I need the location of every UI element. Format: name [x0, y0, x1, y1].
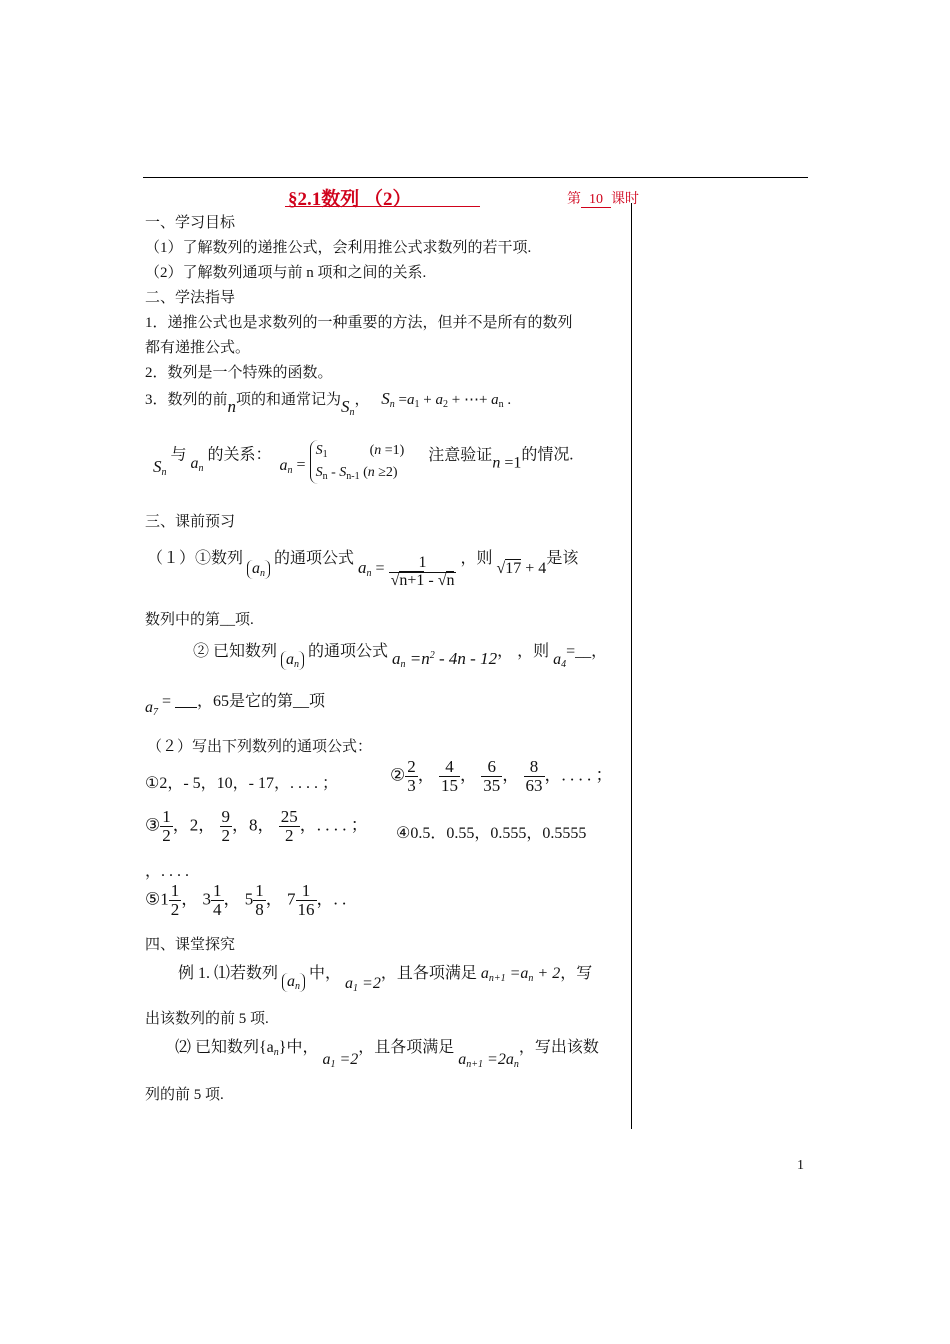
- page-title: §2.1数列 （2）: [288, 189, 412, 210]
- example-2-line2: 列的前 5 项.: [145, 1087, 224, 1103]
- preview-2-line2: $a_7$ = ，65是它的第__项: [145, 693, 326, 718]
- title-underline: [285, 206, 480, 207]
- section-4-heading: 四、课堂探究: [145, 937, 236, 953]
- page-number: 1: [797, 1158, 804, 1173]
- top-rule: [143, 177, 808, 178]
- preview-q2: （２）写出下列数列的通项公式：: [147, 739, 373, 755]
- example-1: 例 1. ⑴若数列 $a_n$ 中， $a_1 =2$，且各项满足 $a_{n+1} =a_n + 2$，写: [178, 965, 593, 994]
- objective-1: （1）了解数列的递推公式，会利用推公式求数列的若干项.: [145, 240, 532, 256]
- example-2: ⑵ 已知数列$\{a_n\}$中， $a_1 =2$，且各项满足 $a_{n+1} =2a_n$，写出该数: [175, 1039, 599, 1070]
- sequence-1: ①2，- 5，10，- 17，. . . . ；: [145, 775, 339, 792]
- sequence-5: ⑤1 $\frac{1}{2}$ ， 3 $\frac{1}{4}$ ， 5 $\frac{1}{8}$ ， 7 $\frac{1}{16}$ ，. .: [145, 881, 347, 919]
- column-divider: [631, 203, 632, 1129]
- sum-relation: $S_n$ 与 $a_n$ 的关系： $a_n = S_1$ (n =1) $S_n - S_{n-1}$ (n ≥2) 注意验证n =1的情况.: [153, 440, 573, 484]
- sequence-4-cont: ，. . . .: [145, 863, 190, 880]
- section-1-heading: 一、学习目标: [145, 215, 236, 231]
- sequence-2: ② $\frac{2}{3}$ ， $\frac{4}{15}$ ， $\frac{6}{35}$ ， $\frac{8}{63}$ ，. . . . ；: [390, 757, 613, 795]
- sequence-4: ④0.5．0.55，0.555，0.5555: [396, 825, 587, 842]
- preview-1-line2: 数列中的第__项.: [145, 612, 254, 628]
- section-3-heading: 三、课前预习: [145, 514, 236, 530]
- section-2-heading: 二、学法指导: [145, 290, 236, 306]
- guide-3: 3．数列的前n项的和通常记为$S_n$， $S_n =a_1 + a_2$ + ⋯+ $a_n$ .: [145, 389, 512, 418]
- guide-1a: 1．递推公式也是求数列的一种重要的方法，但并不是所有的数列: [145, 315, 573, 331]
- lesson-number: 第 10 课时: [567, 192, 639, 207]
- sequence-3: ③ $\frac{1}{2}$ ，2， $\frac{9}{2}$ ，8， $\frac{25}{2}$ ，. . . . ；: [145, 807, 368, 845]
- objective-2: （2）了解数列通项与前 n 项和之间的关系.: [145, 265, 427, 281]
- preview-1: （１）①数列 $a_n$ 的通项公式 $a_n$ = $\frac{1}{√n+1 - √n}$ ，则 √17 + 4是该: [147, 550, 579, 589]
- guide-2: 2．数列是一个特殊的函数。: [145, 365, 333, 381]
- guide-1b: 都有递推公式。: [145, 340, 251, 356]
- preview-2: ② 已知数列 $a_n$ 的通项公式 $a_n =n^2 - 4n - 12$， ，则 $a_4=\_\_$，: [193, 643, 608, 670]
- example-1-line2: 出该数列的前 5 项.: [145, 1011, 269, 1027]
